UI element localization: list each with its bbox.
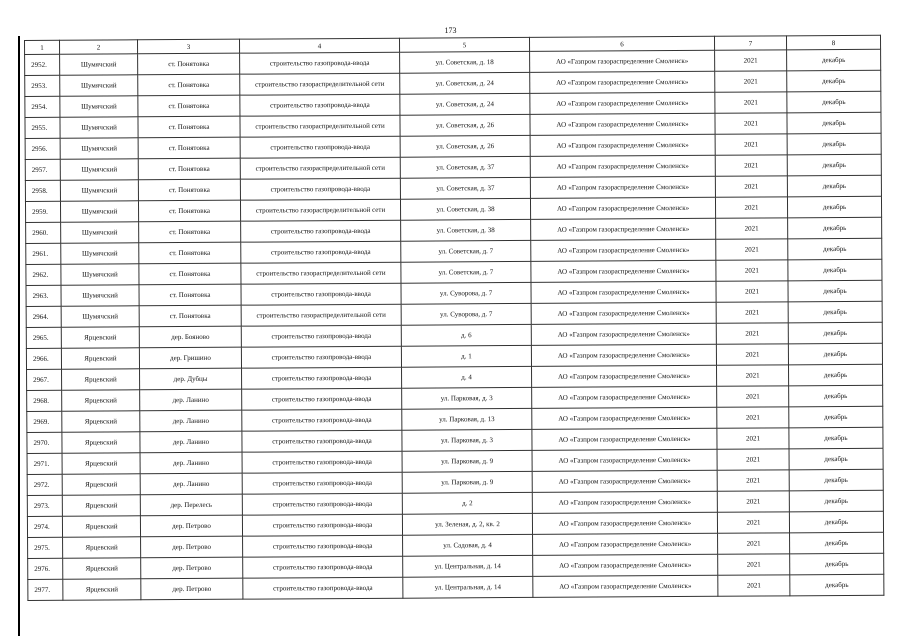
row-number-cell: 2976.	[28, 558, 63, 579]
address-cell: д. 6	[401, 324, 531, 346]
settlement-cell: ст. Понятовка	[139, 284, 241, 306]
row-number-cell: 2972.	[27, 474, 62, 495]
address-cell: ул. Советская, д. 24	[400, 93, 530, 115]
district-cell: Шумячский	[60, 54, 138, 75]
work-type-cell: строительство газопровода-ввода	[243, 535, 403, 557]
year-cell: 2021	[718, 554, 790, 575]
address-cell: ул. Зеленая, д. 2, кв. 2	[402, 513, 532, 535]
district-cell: Ярцевский	[62, 495, 140, 516]
row-number-cell: 2975.	[28, 537, 63, 558]
organization-cell: АО «Газпром газораспределение Смоленск»	[532, 365, 717, 387]
settlement-cell: ст. Понятовка	[139, 221, 241, 243]
settlement-cell: дер. Ланино	[140, 410, 242, 432]
organization-cell: АО «Газпром газораспределение Смоленск»	[530, 113, 715, 135]
gasification-table	[24, 35, 884, 601]
work-type-cell: строительство газопровода-ввода	[242, 514, 402, 536]
organization-cell: АО «Газпром газораспределение Смоленск»	[532, 512, 717, 534]
settlement-cell: ст. Понятовка	[138, 179, 240, 201]
work-type-cell: строительство газопровода-ввода	[242, 493, 402, 515]
row-number-cell: 2973.	[27, 495, 62, 516]
address-cell: ул. Парковая, д. 9	[402, 450, 532, 472]
work-type-cell: строительство газопровода-ввода	[241, 325, 401, 347]
district-cell: Ярцевский	[61, 327, 139, 348]
settlement-cell: дер. Бояново	[139, 326, 241, 348]
address-cell: ул. Советская, д. 7	[401, 240, 531, 262]
settlement-cell: ст. Понятовка	[138, 95, 240, 117]
month-cell: декабрь	[788, 238, 882, 260]
organization-cell: АО «Газпром газораспределение Смоленск»	[530, 134, 715, 156]
month-cell: декабрь	[787, 175, 881, 197]
year-cell: 2021	[715, 197, 787, 218]
row-number-cell: 2966.	[26, 348, 61, 369]
settlement-cell: ст. Понятовка	[138, 116, 240, 138]
work-type-cell: строительство газопровода-ввода	[241, 220, 401, 242]
settlement-cell: дер. Перелесь	[140, 494, 242, 516]
organization-cell: АО «Газпром газораспределение Смоленск»	[530, 92, 715, 114]
address-cell: ул. Советская, д. 18	[400, 51, 530, 73]
row-number-cell: 2961.	[26, 243, 61, 264]
year-cell: 2021	[717, 470, 789, 491]
organization-cell: АО «Газпром газораспределение Смоленск»	[533, 533, 718, 555]
address-cell: ул. Суворова, д. 7	[401, 303, 531, 325]
organization-cell: АО «Газпром газораспределение Смоленск»	[531, 239, 716, 261]
address-cell: ул. Советская, д. 38	[401, 219, 531, 241]
month-cell: декабрь	[789, 469, 883, 491]
district-cell: Шумячский	[60, 96, 138, 117]
year-cell: 2021	[715, 113, 787, 134]
month-cell: декабрь	[788, 259, 882, 281]
month-cell: декабрь	[787, 196, 881, 218]
year-cell: 2021	[715, 134, 787, 155]
settlement-cell: дер. Ланино	[140, 452, 242, 474]
row-number-cell: 2960.	[26, 222, 61, 243]
year-cell: 2021	[717, 428, 789, 449]
settlement-cell: дер. Петрово	[141, 557, 243, 579]
address-cell: ул. Советская, д. 37	[400, 156, 530, 178]
month-cell: декабрь	[790, 532, 884, 554]
organization-cell: АО «Газпром газораспределение Смоленск»	[533, 575, 718, 597]
settlement-cell: ст. Понятовка	[138, 200, 240, 222]
work-type-cell: строительство газопровода-ввода	[242, 367, 402, 389]
address-cell: ул. Суворова, д. 7	[401, 282, 531, 304]
row-number-cell: 2969.	[27, 411, 62, 432]
settlement-cell: дер. Ланино	[140, 473, 242, 495]
address-cell: ул. Центральная, д. 14	[403, 555, 533, 577]
district-cell: Шумячский	[61, 306, 139, 327]
work-type-cell: строительство газопровода-ввода	[242, 409, 402, 431]
month-cell: декабрь	[789, 385, 883, 407]
year-cell: 2021	[715, 50, 787, 71]
settlement-cell: ст. Понятовка	[138, 158, 240, 180]
row-number-cell: 2952.	[25, 54, 60, 75]
district-cell: Шумячский	[60, 117, 138, 138]
header-cell-col-8: 8	[786, 35, 880, 50]
work-type-cell: строительство газопровода-ввода	[240, 94, 400, 116]
row-number-cell: 2955.	[25, 117, 60, 138]
year-cell: 2021	[717, 407, 789, 428]
district-cell: Шумячский	[60, 159, 138, 180]
settlement-cell: ст. Понятовка	[138, 137, 240, 159]
year-cell: 2021	[716, 281, 788, 302]
organization-cell: АО «Газпром газораспределение Смоленск»	[530, 176, 715, 198]
year-cell: 2021	[715, 71, 787, 92]
year-cell: 2021	[716, 365, 788, 386]
month-cell: декабрь	[789, 448, 883, 470]
address-cell: ул. Советская, д. 26	[400, 135, 530, 157]
year-cell: 2021	[718, 575, 790, 596]
district-cell: Шумячский	[60, 75, 138, 96]
row-number-cell: 2970.	[27, 432, 62, 453]
district-cell: Ярцевский	[62, 432, 140, 453]
settlement-cell: дер. Гришино	[139, 347, 241, 369]
row-number-cell: 2962.	[26, 264, 61, 285]
settlement-cell: ст. Понятовка	[138, 53, 240, 75]
work-type-cell: строительство газопровода-ввода	[242, 430, 402, 452]
organization-cell: АО «Газпром газораспределение Смоленск»	[532, 407, 717, 429]
month-cell: декабрь	[787, 112, 881, 134]
year-cell: 2021	[715, 155, 787, 176]
work-type-cell: строительство газопровода-ввода	[240, 52, 400, 74]
address-cell: д. 1	[401, 345, 531, 367]
organization-cell: АО «Газпром газораспределение Смоленск»	[531, 302, 716, 324]
settlement-cell: ст. Понятовка	[138, 74, 240, 96]
work-type-cell: строительство газораспределительной сети	[240, 73, 400, 95]
year-cell: 2021	[716, 218, 788, 239]
district-cell: Шумячский	[60, 201, 138, 222]
settlement-cell: ст. Понятовка	[139, 242, 241, 264]
month-cell: декабрь	[789, 511, 883, 533]
month-cell: декабрь	[787, 91, 881, 113]
address-cell: ул. Парковая, д. 13	[402, 408, 532, 430]
year-cell: 2021	[716, 344, 788, 365]
organization-cell: АО «Газпром газораспределение Смоленск»	[533, 554, 718, 576]
margin-rule	[18, 36, 20, 636]
year-cell: 2021	[715, 92, 787, 113]
organization-cell: АО «Газпром газораспределение Смоленск»	[531, 260, 716, 282]
district-cell: Ярцевский	[63, 579, 141, 600]
month-cell: декабрь	[787, 133, 881, 155]
row-number-cell: 2956.	[25, 138, 60, 159]
work-type-cell: строительство газопровода-ввода	[241, 241, 401, 263]
address-cell: ул. Парковая, д. 9	[402, 471, 532, 493]
work-type-cell: строительство газораспределительной сети	[241, 304, 401, 326]
district-cell: Ярцевский	[62, 453, 140, 474]
month-cell: декабрь	[788, 217, 882, 239]
district-cell: Ярцевский	[62, 369, 140, 390]
settlement-cell: дер. Ланино	[140, 431, 242, 453]
month-cell: декабрь	[787, 49, 881, 71]
header-cell-col-3: 3	[138, 39, 240, 54]
district-cell: Ярцевский	[62, 474, 140, 495]
district-cell: Ярцевский	[63, 558, 141, 579]
row-number-cell: 2954.	[25, 96, 60, 117]
month-cell: декабрь	[788, 280, 882, 302]
header-cell-col-7: 7	[714, 36, 786, 50]
organization-cell: АО «Газпром газораспределение Смоленск»	[532, 449, 717, 471]
organization-cell: АО «Газпром газораспределение Смоленск»	[532, 386, 717, 408]
year-cell: 2021	[717, 386, 789, 407]
work-type-cell: строительство газопровода-ввода	[242, 451, 402, 473]
row-number-cell: 2958.	[25, 180, 60, 201]
row-number-cell: 2977.	[28, 579, 63, 600]
district-cell: Ярцевский	[62, 411, 140, 432]
year-cell: 2021	[716, 302, 788, 323]
work-type-cell: строительство газораспределительной сети	[240, 199, 400, 221]
work-type-cell: строительство газопровода-ввода	[243, 556, 403, 578]
table-body	[25, 49, 884, 600]
month-cell: декабрь	[788, 364, 882, 386]
year-cell: 2021	[717, 449, 789, 470]
work-type-cell: строительство газораспределительной сети	[240, 157, 400, 179]
year-cell: 2021	[717, 491, 789, 512]
work-type-cell: строительство газораспределительной сети	[241, 262, 401, 284]
page-number: 173	[444, 26, 457, 35]
address-cell: ул. Парковая, д. 3	[402, 429, 532, 451]
organization-cell: АО «Газпром газораспределение Смоленск»	[531, 218, 716, 240]
month-cell: декабрь	[790, 553, 884, 575]
address-cell: ул. Советская, д. 26	[400, 114, 530, 136]
district-cell: Шумячский	[61, 264, 139, 285]
work-type-cell: строительство газопровода-ввода	[240, 178, 400, 200]
district-cell: Шумячский	[61, 285, 139, 306]
header-cell-col-2: 2	[60, 40, 138, 54]
work-type-cell: строительство газопровода-ввода	[241, 283, 401, 305]
district-cell: Шумячский	[60, 138, 138, 159]
organization-cell: АО «Газпром газораспределение Смоленск»	[530, 155, 715, 177]
district-cell: Шумячский	[60, 180, 138, 201]
address-cell: д. 2	[402, 492, 532, 514]
settlement-cell: дер. Петрово	[141, 578, 243, 600]
row-number-cell: 2964.	[26, 306, 61, 327]
month-cell: декабрь	[789, 427, 883, 449]
header-cell-col-5: 5	[399, 37, 529, 52]
year-cell: 2021	[717, 512, 789, 533]
month-cell: декабрь	[788, 301, 882, 323]
header-cell-col-4: 4	[239, 38, 399, 53]
row-number-cell: 2953.	[25, 75, 60, 96]
organization-cell: АО «Газпром газораспределение Смоленск»	[531, 344, 716, 366]
work-type-cell: строительство газопровода-ввода	[242, 472, 402, 494]
organization-cell: АО «Газпром газораспределение Смоленск»	[532, 491, 717, 513]
header-cell-col-1: 1	[25, 40, 60, 54]
row-number-cell: 2959.	[25, 201, 60, 222]
organization-cell: АО «Газпром газораспределение Смоленск»	[532, 470, 717, 492]
year-cell: 2021	[716, 260, 788, 281]
address-cell: ул. Советская, д. 38	[400, 198, 530, 220]
row-number-cell: 2968.	[27, 390, 62, 411]
row-number-cell: 2967.	[27, 369, 62, 390]
row-number-cell: 2974.	[27, 516, 62, 537]
year-cell: 2021	[718, 533, 790, 554]
year-cell: 2021	[716, 323, 788, 344]
district-cell: Ярцевский	[62, 516, 140, 537]
address-cell: д. 4	[402, 366, 532, 388]
work-type-cell: строительство газопровода-ввода	[241, 346, 401, 368]
district-cell: Шумячский	[61, 222, 139, 243]
month-cell: декабрь	[790, 574, 884, 596]
district-cell: Ярцевский	[62, 390, 140, 411]
address-cell: ул. Центральная, д. 14	[403, 576, 533, 598]
work-type-cell: строительство газораспределительной сети	[240, 115, 400, 137]
address-cell: ул. Садовая, д. 4	[403, 534, 533, 556]
month-cell: декабрь	[787, 154, 881, 176]
address-cell: ул. Парковая, д. 3	[402, 387, 532, 409]
table-row	[28, 574, 884, 600]
work-type-cell: строительство газопровода-ввода	[243, 577, 403, 599]
settlement-cell: ст. Понятовка	[139, 263, 241, 285]
month-cell: декабрь	[789, 406, 883, 428]
organization-cell: АО «Газпром газораспределение Смоленск»	[532, 428, 717, 450]
district-cell: Шумячский	[61, 243, 139, 264]
settlement-cell: ст. Понятовка	[139, 305, 241, 327]
month-cell: декабрь	[787, 70, 881, 92]
address-cell: ул. Советская, д. 24	[400, 72, 530, 94]
year-cell: 2021	[715, 176, 787, 197]
settlement-cell: дер. Ланино	[140, 389, 242, 411]
row-number-cell: 2963.	[26, 285, 61, 306]
district-cell: Ярцевский	[63, 537, 141, 558]
district-cell: Ярцевский	[61, 348, 139, 369]
year-cell: 2021	[716, 239, 788, 260]
settlement-cell: дер. Дубцы	[140, 368, 242, 390]
header-cell-col-6: 6	[529, 36, 714, 51]
row-number-cell: 2971.	[27, 453, 62, 474]
organization-cell: АО «Газпром газораспределение Смоленск»	[531, 323, 716, 345]
row-number-cell: 2957.	[25, 159, 60, 180]
organization-cell: АО «Газпром газораспределение Смоленск»	[530, 50, 715, 72]
row-number-cell: 2965.	[26, 327, 61, 348]
month-cell: декабрь	[789, 490, 883, 512]
work-type-cell: строительство газопровода-ввода	[242, 388, 402, 410]
organization-cell: АО «Газпром газораспределение Смоленск»	[530, 71, 715, 93]
work-type-cell: строительство газопровода-ввода	[240, 136, 400, 158]
month-cell: декабрь	[788, 322, 882, 344]
organization-cell: АО «Газпром газораспределение Смоленск»	[531, 281, 716, 303]
address-cell: ул. Советская, д. 7	[401, 261, 531, 283]
settlement-cell: дер. Петрово	[140, 515, 242, 537]
month-cell: декабрь	[788, 343, 882, 365]
settlement-cell: дер. Петрово	[141, 536, 243, 558]
organization-cell: АО «Газпром газораспределение Смоленск»	[530, 197, 715, 219]
address-cell: ул. Советская, д. 37	[400, 177, 530, 199]
